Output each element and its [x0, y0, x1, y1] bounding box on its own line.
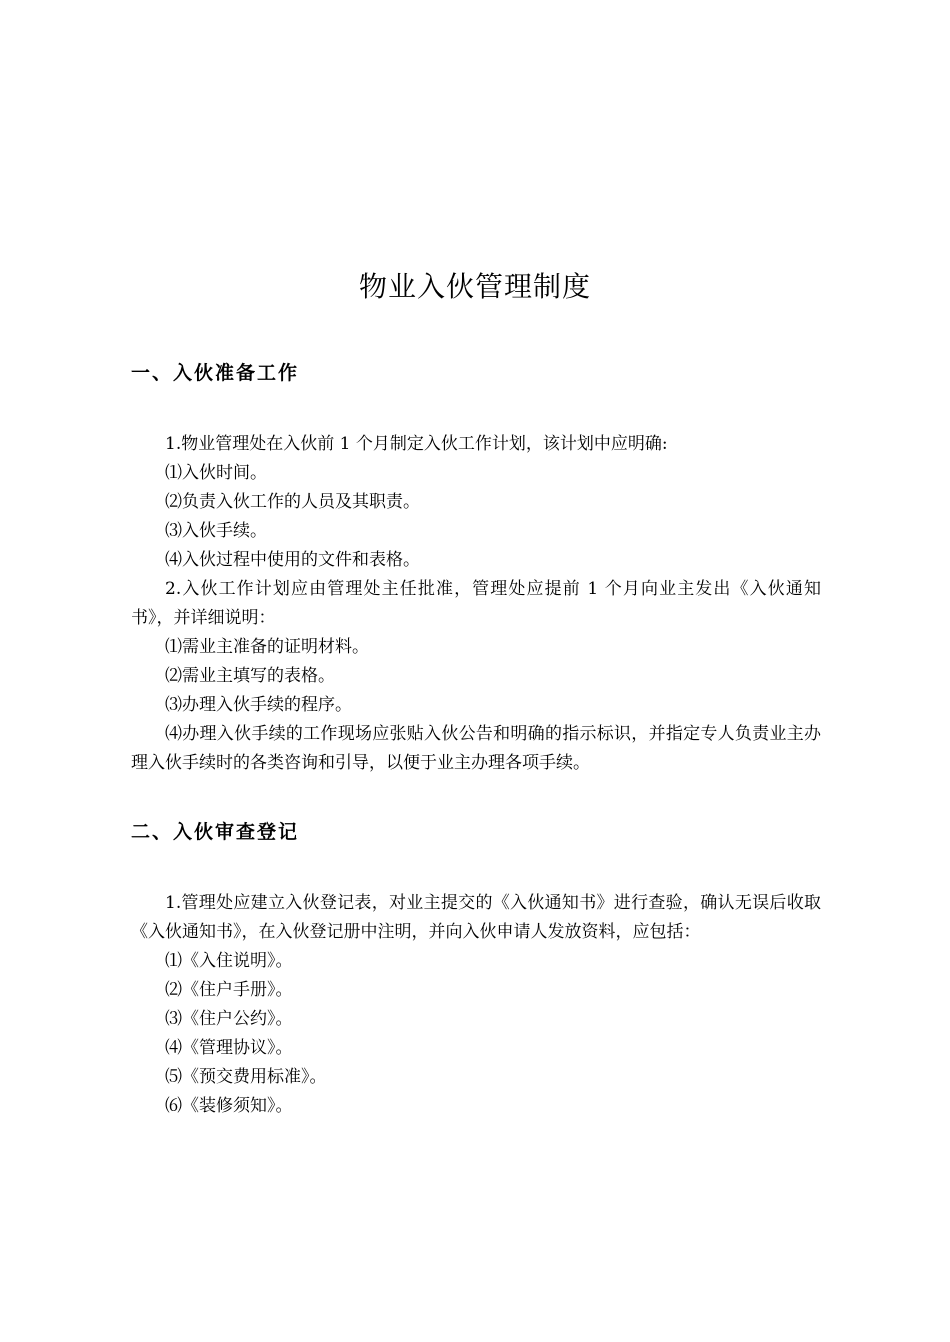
list-item: ⑴需业主准备的证明材料。 — [165, 637, 369, 657]
section-heading-preparation: 一、入伙准备工作 — [131, 362, 300, 384]
section-heading-registration: 二、入伙审查登记 — [131, 821, 300, 843]
list-item: ⑴《入住说明》。 — [165, 951, 293, 971]
list-item: ⑷入伙过程中使用的文件和表格。 — [165, 550, 420, 570]
list-item: ⑵负责入伙工作的人员及其职责。 — [165, 492, 420, 512]
section-body-registration — [131, 889, 821, 1121]
section-body-preparation — [131, 430, 821, 778]
paragraph: ⑷办理入伙手续的工作现场应张贴入伙公告和明确的指示标识，并指定专人负责业主办理入伙手续时的各类咨询和引导，以便于业主办理各项手续。 — [131, 724, 821, 773]
document-title: 物业入伙管理制度 — [358, 270, 591, 303]
list-item: ⑶入伙手续。 — [165, 521, 267, 541]
list-item: ⑷《管理协议》。 — [165, 1038, 293, 1058]
list-item: ⑵需业主填写的表格。 — [165, 666, 335, 686]
list-item: ⑹《装修须知》。 — [165, 1096, 293, 1116]
list-item: ⑵《住户手册》。 — [165, 980, 293, 1000]
list-item: ⑸《预交费用标准》。 — [165, 1067, 327, 1087]
paragraph: 2.入伙工作计划应由管理处主任批准，管理处应提前 1 个月向业主发出《入伙通知书》，并详细说明： — [131, 579, 821, 628]
paragraph: 1.管理处应建立入伙登记表，对业主提交的《入伙通知书》进行查验，确认无误后收取《入伙通知书》，在入伙登记册中注明，并向入伙申请人发放资料，应包括： — [131, 893, 821, 942]
list-item: ⑴入伙时间。 — [165, 463, 267, 483]
paragraph: 1.物业管理处在入伙前 1 个月制定入伙工作计划，该计划中应明确: — [165, 434, 668, 454]
list-item: ⑶办理入伙手续的程序。 — [165, 695, 352, 715]
list-item: ⑶《住户公约》。 — [165, 1009, 293, 1029]
